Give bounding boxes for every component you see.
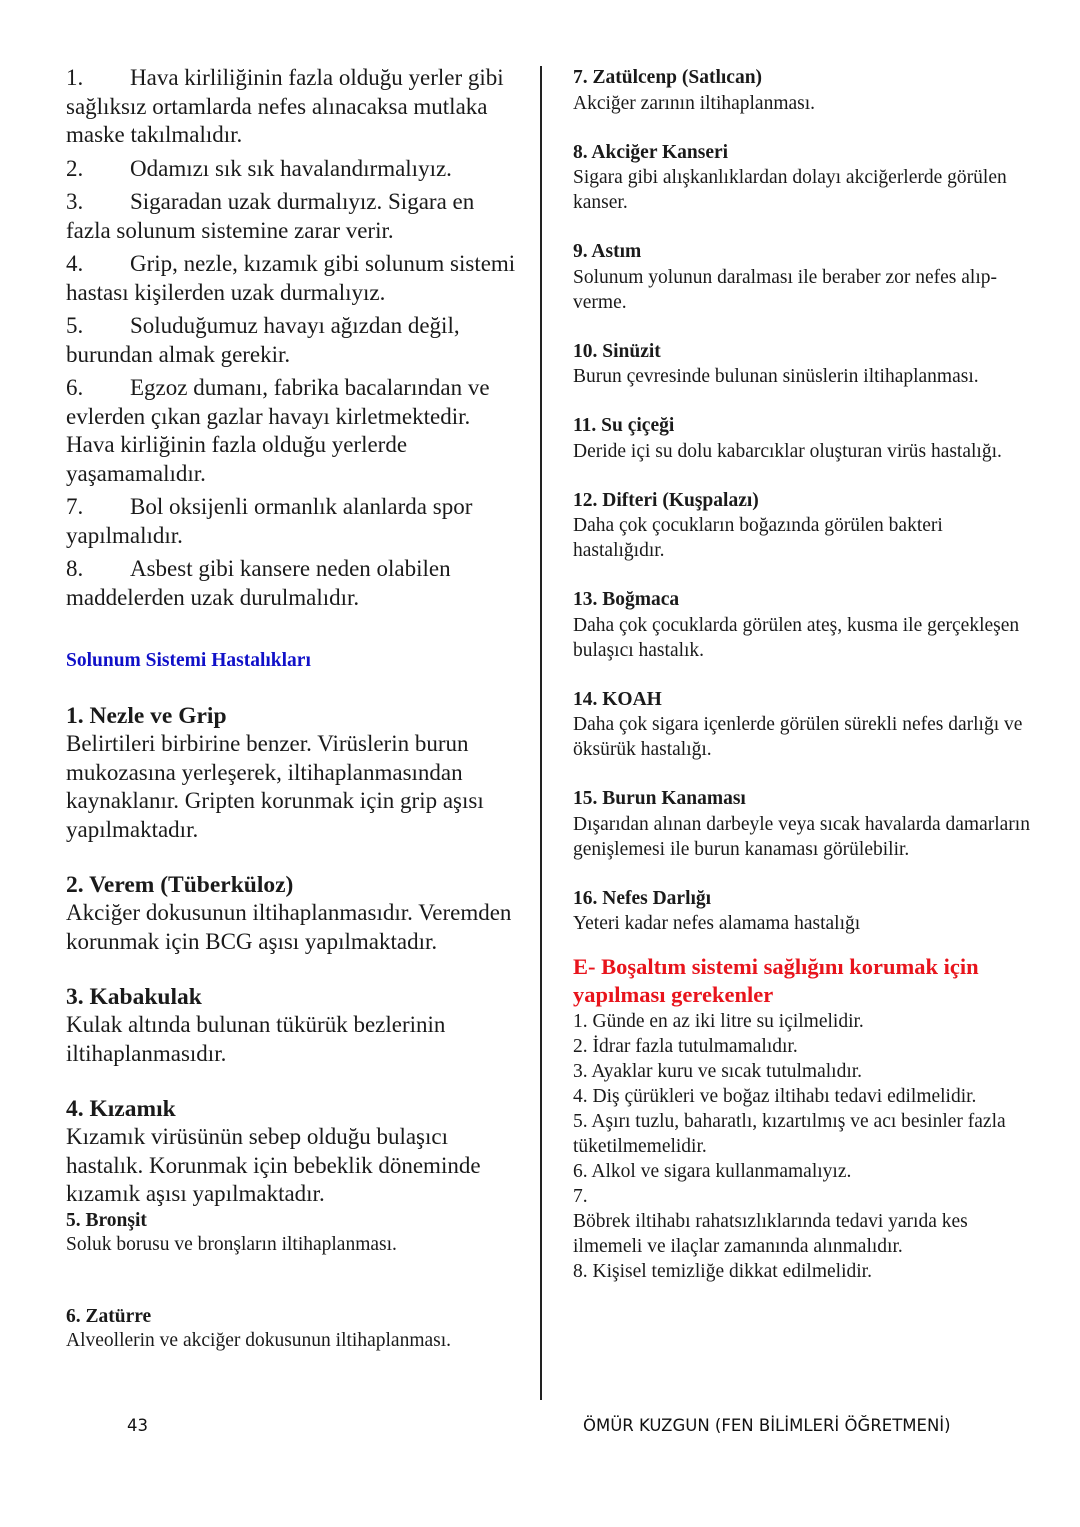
- disease-entry: [573, 688, 1033, 763]
- disease-entry: [66, 702, 518, 844]
- disease-description: Kulak altında bulunan tükürük bezlerinin iltihaplanmasıdır.: [66, 1012, 446, 1066]
- footer-author: ÖMÜR KUZGUN (FEN BİLİMLERİ ÖĞRETMENİ): [583, 1416, 951, 1435]
- disease-entry: [66, 1305, 518, 1354]
- disease-title: 4. Kızamık: [66, 1096, 176, 1122]
- disease-description: Solunum yolunun daralması ile beraber zor nefes alıp-verme.: [573, 266, 997, 313]
- excretory-health-list: [573, 1009, 1033, 1284]
- left-column: [66, 64, 518, 1354]
- disease-entry: [66, 871, 518, 956]
- disease-title: 1. Nezle ve Grip: [66, 703, 227, 729]
- rule-item: 8. Asbest gibi kansere neden olabilen maddelerden uzak durulmalıdır.: [66, 556, 451, 610]
- disease-entry: [573, 588, 1033, 663]
- disease-title: 13. Boğmaca: [573, 589, 680, 610]
- disease-entry: [573, 66, 1033, 116]
- list-item: 4. Diş çürükleri ve boğaz iltihabı tedavi edilmelidir.: [573, 1086, 977, 1107]
- list-item: 2. İdrar fazla tutulmamalıdır.: [573, 1036, 798, 1057]
- disease-title: 5. Bronşit: [66, 1209, 147, 1231]
- disease-title: 6. Zatürre: [66, 1306, 152, 1327]
- list-item: 6. Alkol ve sigara kullanmamalıyız.: [573, 1161, 852, 1182]
- disease-title: 15. Burun Kanaması: [573, 788, 746, 809]
- disease-description: Dışarıdan alınan darbeyle veya sıcak havalarda damarların genişlemesi ile burun kanaması görülebilir.: [573, 813, 1030, 860]
- rule-item: 4. Grip, nezle, kızamık gibi solunum sistemi hastası kişilerden uzak durmalıyız.: [66, 251, 516, 305]
- list-item: 5. Aşırı tuzlu, baharatlı, kızartılmış ve acı besinler fazla tüketilmemelidir.: [573, 1111, 1006, 1157]
- disease-description: Daha çok çocukların boğazında görülen bakteri hastalığıdır.: [573, 515, 943, 561]
- list-item: Böbrek iltihabı rahatsızlıklarında tedavi yarıda kes ilmemeli ve ilaçlar zamanında alınmalıdır.: [573, 1211, 968, 1257]
- rule-item: 7. Bol oksijenli ormanlık alanlarda spor yapılmalıdır.: [66, 494, 473, 548]
- page-number: 43: [127, 1416, 148, 1435]
- rule-item: 1. Hava kirliliğinin fazla olduğu yerler gibi sağlıksız ortamlarda nefes alınacaksa mutlaka maske takılmalıdır.: [66, 65, 504, 147]
- rule-item: 3. Sigaradan uzak durmalıyız. Sigara en fazla solunum sistemine zarar verir.: [66, 189, 475, 243]
- column-divider: [540, 66, 542, 1400]
- disease-entry: [573, 240, 1033, 315]
- disease-entry: [66, 1095, 518, 1209]
- disease-description: Sigara gibi alışkanlıklardan dolayı akciğerlerde görülen kanser.: [573, 167, 1007, 213]
- right-column: [573, 66, 1033, 1284]
- disease-title: 11. Su çiçeği: [573, 415, 675, 436]
- list-item: 1. Günde en az iki litre su içilmelidir.: [573, 1011, 864, 1032]
- disease-entry: [573, 414, 1033, 464]
- disease-entry: [573, 887, 1033, 937]
- rule-item: 5. Soluduğumuz havayı ağızdan değil, burundan almak gerekir.: [66, 313, 460, 367]
- disease-title: 16. Nefes Darlığı: [573, 887, 712, 909]
- list-item: 8. Kişisel temizliğe dikkat edilmelidir.: [573, 1261, 872, 1282]
- disease-entry: [573, 489, 1033, 564]
- disease-description: Daha çok çocuklarda görülen ateş, kusma ile gerçekleşen bulaşıcı hastalık.: [573, 614, 1020, 661]
- disease-description: Burun çevresinde bulunan sinüslerin iltihaplanması.: [573, 366, 979, 387]
- disease-description: Deride içi su dolu kabarcıklar oluşturan virüs hastalığı.: [573, 440, 1002, 462]
- disease-description: Akciğer dokusunun iltihaplanmasıdır. Veremden korunmak için BCG aşısı yapılmaktadır.: [66, 900, 512, 954]
- disease-title: 7. Zatülcenp (Satlıcan): [573, 67, 763, 88]
- disease-description: Belirtileri birbirine benzer. Virüslerin burun mukozasına yerleşerek, iltihaplanmasından kaynaklanır. Gripten korunmak için grip aşısı yapılmaktadır.: [66, 731, 484, 842]
- disease-title: 10. Sinüzit: [573, 340, 661, 362]
- rule-item: 6. Egzoz dumanı, fabrika bacalarından ve evlerden çıkan gazlar havayı kirletmektedir. Hava kirliğinin fazla olduğu yerlerde yaşamamalıdır.: [66, 375, 490, 486]
- disease-description: Alveollerin ve akciğer dokusunun iltihaplanması.: [66, 1330, 452, 1351]
- disease-entry: [573, 787, 1033, 862]
- disease-title: 9. Astım: [573, 241, 642, 262]
- disease-description: Daha çok sigara içenlerde görülen sürekli nefes darlığı ve öksürük hastalığı.: [573, 714, 1023, 760]
- disease-entry: [573, 141, 1033, 216]
- disease-title: 3. Kabakulak: [66, 984, 202, 1010]
- disease-entry: [66, 1209, 518, 1258]
- rule-item: 2. Odamızı sık sık havalandırmalıyız.: [66, 155, 452, 181]
- disease-title: 14. KOAH: [573, 688, 662, 710]
- disease-title: 2. Verem (Tüberküloz): [66, 872, 294, 898]
- health-rules-list: [66, 64, 518, 612]
- disease-entry: [573, 340, 1033, 390]
- disease-title: 12. Difteri (Kuşpalazı): [573, 489, 759, 511]
- list-item: 7.: [573, 1186, 588, 1207]
- list-item: 3. Ayaklar kuru ve sıcak tutulmalıdır.: [573, 1061, 863, 1082]
- disease-title: 8. Akciğer Kanseri: [573, 141, 729, 163]
- section-title-respiratory-diseases: Solunum Sistemi Hastalıkları: [66, 650, 311, 671]
- disease-description: Soluk borusu ve bronşların iltihaplanması.: [66, 1233, 397, 1255]
- disease-description: Akciğer zarının iltihaplanması.: [573, 92, 816, 114]
- disease-entry: [66, 983, 518, 1068]
- disease-description: Yeteri kadar nefes alamama hastalığı: [573, 913, 861, 934]
- disease-description: Kızamık virüsünün sebep olduğu bulaşıcı hastalık. Korunmak için bebeklik döneminde kızamık aşısı yapılmaktadır.: [66, 1124, 481, 1206]
- section-title-excretory-health: E- Boşaltım sistemi sağlığını korumak için yapılması gerekenler: [573, 954, 979, 1007]
